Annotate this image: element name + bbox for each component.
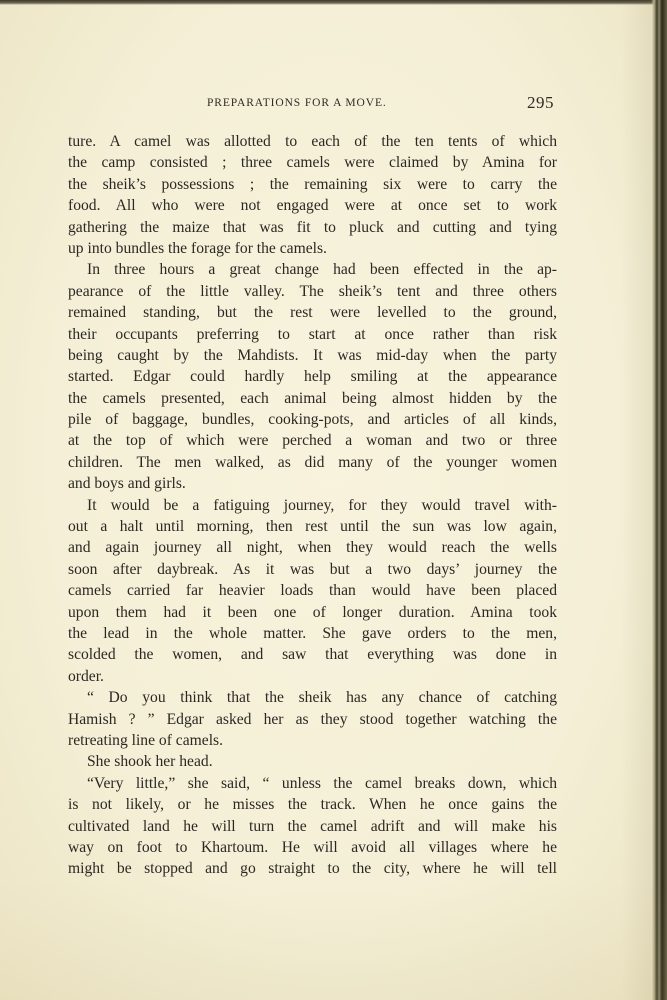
text-line: the lead in the whole matter. She gave orders to the men, [68,624,557,642]
text-line: and again journey all night, when they would reach the wells [68,539,557,557]
text-line: the camels presented, each animal being almost hidden by the [68,389,557,407]
text-line: “ Do you think that the sheik has any chance of catching [87,689,557,707]
text-line: She shook her head. [87,753,213,771]
text-line: retreating line of camels. [68,731,224,749]
text-line: food. All who were not engaged were at once set to work [68,197,557,215]
text-line: way on foot to Khartoum. He will avoid all villages where he [68,838,557,856]
page-top-edge [0,0,667,5]
text-line: might be stopped and go straight to the city, where he will tell [68,860,557,878]
text-line: In three hours a great change had been effected in the ap- [87,261,557,279]
text-line: ture. A camel was allotted to each of the ten tents of which [68,133,557,150]
text-line: being caught by the Mahdists. It was mid-day when the party [68,346,557,364]
text-line: pile of baggage, bundles, cooking-pots, and articles of all kinds, [68,411,557,429]
text-line: order. [68,667,104,685]
text-line: camels carried far heavier loads than would have been placed [68,582,557,600]
text-line: cultivated land he will turn the camel adrift and will make his [68,817,557,835]
text-line: remained standing, but the rest were levelled to the ground, [68,304,557,322]
text-line: the sheik’s possessions ; the remaining six were to carry the [68,175,557,193]
text-line: and boys and girls. [68,475,186,493]
binding-shadow [621,0,651,1000]
page-aging-shade [0,880,667,1000]
text-line: “Very little,” she said, “ unless the camel breaks down, which [87,774,557,792]
text-line: pearance of the little valley. The sheik’s tent and three others [68,282,557,300]
text-line: upon them had it been one of longer duration. Amina took [68,603,557,621]
text-line: up into bundles the forage for the camels. [68,239,327,257]
text-line: the camp consisted ; three camels were claimed by Amina for [68,154,557,172]
text-line: soon after daybreak. As it was but a two days’ journey the [68,560,557,578]
text-line: started. Edgar could hardly help smiling at the appearance [68,368,557,386]
text-line: is not likely, or he misses the track. When he once gains the [68,796,557,814]
text-line: out a halt until morning, then rest until the sun was low again, [68,518,557,536]
page-header [0,93,667,117]
text-line: Hamish ? ” Edgar asked her as they stood together watching the [68,710,557,728]
running-head: PREPARATIONS FOR A MOVE. [207,97,387,109]
binding-edge [651,0,667,1000]
text-line: their occupants preferring to start at once rather than risk [68,325,557,343]
text-line: gathering the maize that was fit to pluck and cutting and tying [68,218,557,236]
text-line: It would be a fatiguing journey, for they would travel with- [87,496,557,514]
text-line: children. The men walked, as did many of the younger women [68,453,557,471]
page-number: 295 [527,93,554,112]
body-text [68,131,557,880]
text-line: at the top of which were perched a woman and two or three [68,432,557,450]
text-line: scolded the women, and saw that everything was done in [68,646,557,664]
